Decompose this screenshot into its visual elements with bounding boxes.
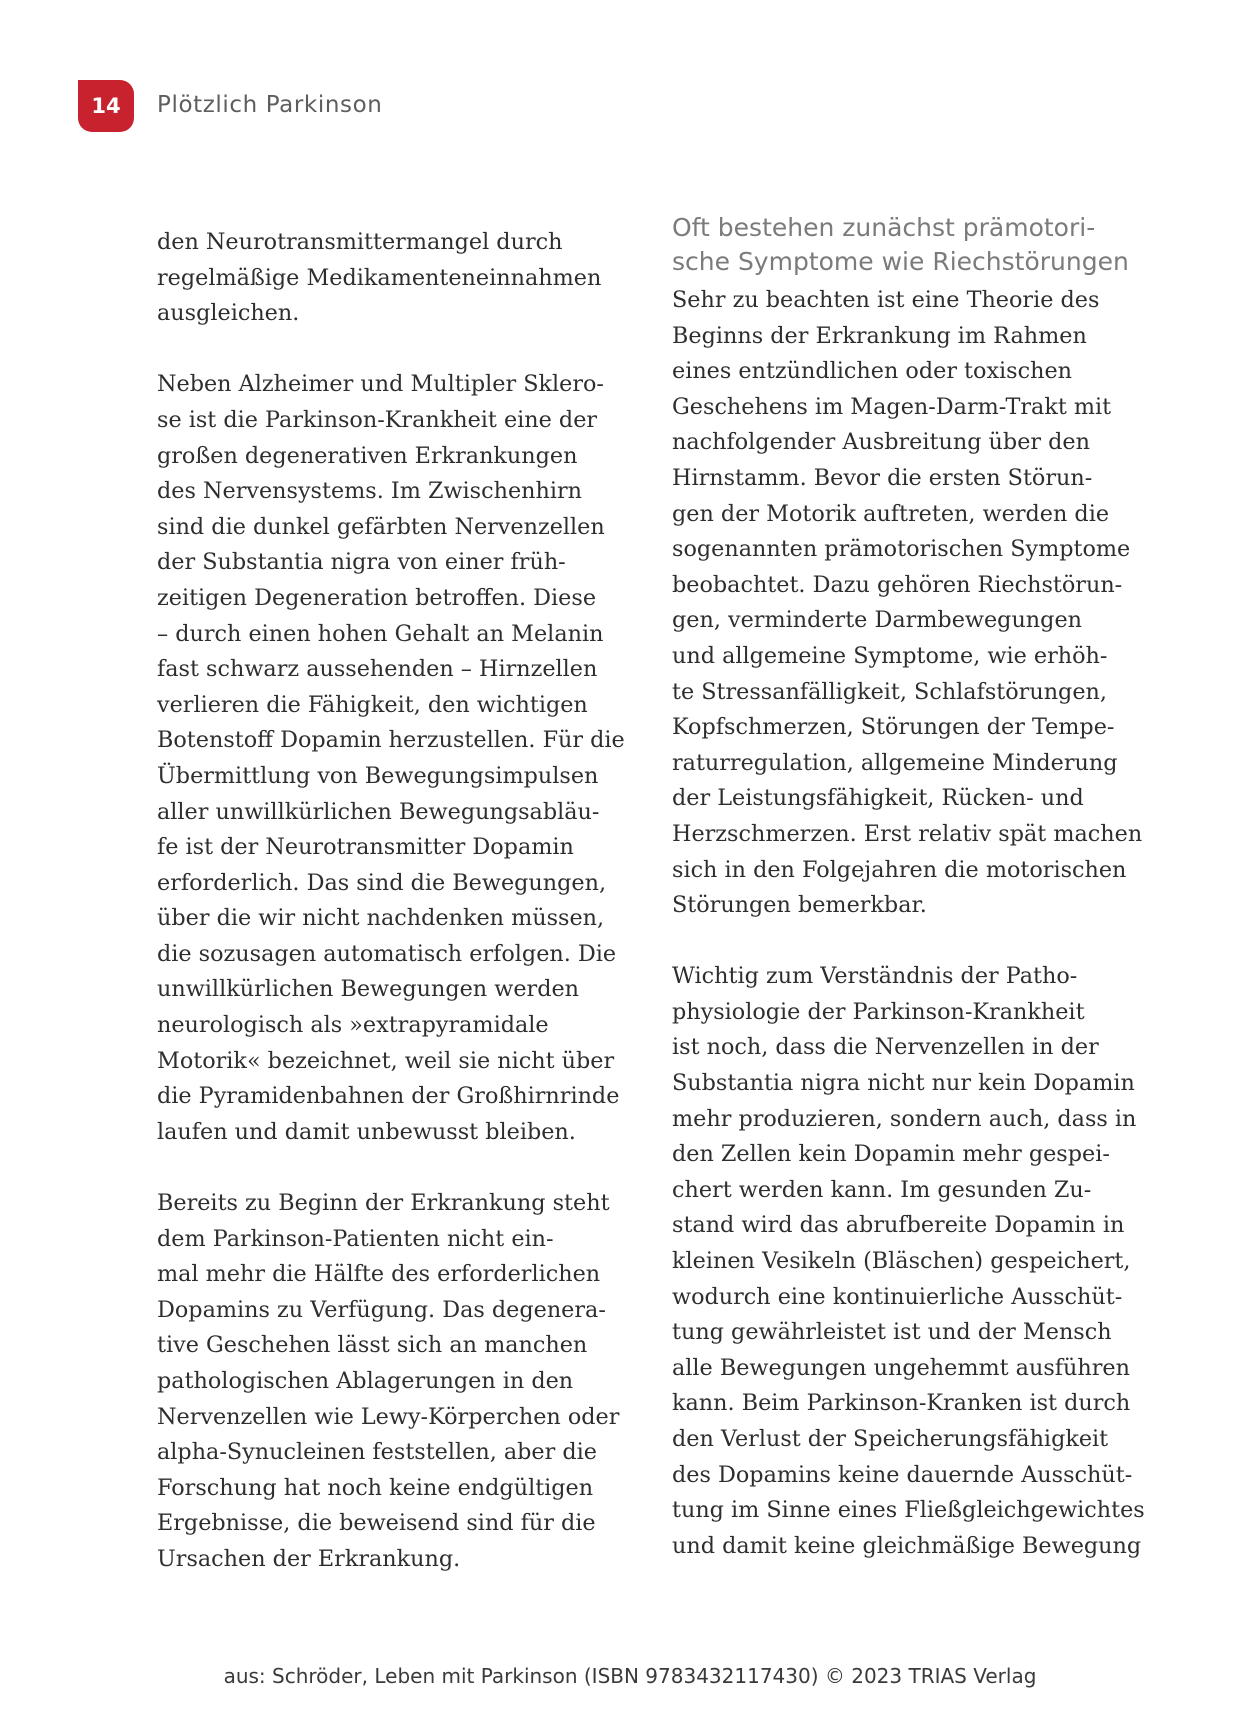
text-line: Bereits zu Beginn der Erkrankung steht (157, 1190, 610, 1217)
text-line: mal mehr die Hälfte des erforderlichen (157, 1261, 601, 1288)
text-line: physiologie der Parkinson-Krankheit (672, 998, 1085, 1025)
text-line: den Zellen kein Dopamin mehr gespei- (672, 1141, 1110, 1168)
text-line: Dopamins zu Verfügung. Das degenera- (157, 1296, 606, 1323)
text-line: – durch einen hohen Gehalt an Melanin (157, 620, 604, 647)
text-line: te Stressanfälligkeit, Schlafstörungen, (672, 678, 1107, 705)
text-line: nachfolgender Ausbreitung über den (672, 429, 1090, 456)
text-line: Substantia nigra nicht nur kein Dopamin (672, 1070, 1135, 1097)
text-line: kann. Beim Parkinson-Kranken ist durch (672, 1390, 1131, 1417)
text-line: zeitigen Degeneration betroffen. Diese (157, 584, 597, 611)
text-line: chert werden kann. Im gesunden Zu- (672, 1176, 1092, 1203)
text-line: kleinen Vesikeln (Bläschen) gespeichert, (672, 1248, 1131, 1275)
paragraph (157, 367, 627, 1150)
text-line: die Pyramidenbahnen der Großhirnrinde (157, 1083, 620, 1110)
text-line: den Verlust der Speicherungsfähigkeit (672, 1426, 1109, 1452)
text-line: laufen und damit unbewusst bleiben. (157, 1118, 576, 1145)
text-line: beobachtet. Dazu gehören Riechstörun- (672, 571, 1123, 598)
right-column (672, 213, 1145, 1564)
text-line: Kopfschmerzen, Störungen der Tempe- (672, 714, 1115, 741)
text-line: die sozusagen automatisch erfolgen. Die (157, 940, 617, 967)
text-line: se ist die Parkinson-Krankheit eine der (157, 406, 598, 433)
text-line: über die wir nicht nachdenken müssen, (157, 905, 605, 932)
text-line: ausgleichen. (157, 300, 300, 327)
text-line: großen degenerativen Erkrankungen (157, 442, 578, 469)
text-line: fast schwarz aussehenden – Hirnzellen (157, 656, 598, 683)
text-line: pathologischen Ablagerungen in den (157, 1368, 574, 1394)
text-line: stand wird das abrufbereite Dopamin in (672, 1212, 1125, 1239)
text-line: mehr produzieren, sondern auch, dass in (672, 1105, 1137, 1132)
text-line: regelmäßige Medikamenteneinnahmen (157, 264, 602, 291)
text-line: Ergebnisse, die beweisend sind für die (157, 1510, 596, 1537)
text-line: Störungen bemerkbar. (672, 892, 927, 919)
text-line: Übermittlung von Bewegungsimpulsen (157, 762, 599, 789)
page-number-badge: 14 (78, 80, 134, 132)
text-line: und damit keine gleichmäßige Bewegung (672, 1532, 1142, 1559)
text-line: Motorik« bezeichnet, weil sie nicht über (157, 1047, 615, 1074)
text-line: erforderlich. Das sind die Bewegungen, (157, 869, 607, 896)
text-line: sich in den Folgejahren die motorischen (672, 856, 1127, 883)
paragraph (157, 1186, 627, 1578)
text-line: verlieren die Fähigkeit, den wichtigen (157, 691, 588, 718)
text-line: tung im Sinne eines Fließgleichgewichtes (672, 1497, 1145, 1524)
text-line: der Leistungsfähigkeit, Rücken- und (672, 785, 1084, 812)
text-line: sche Symptome wie Riechstörungen (672, 247, 1129, 276)
text-line: Herzschmerzen. Erst relativ spät machen (672, 820, 1143, 847)
text-line: ist noch, dass die Nervenzellen in der (672, 1034, 1099, 1061)
text-line: tung gewährleistet ist und der Mensch (672, 1319, 1112, 1346)
text-line: wodurch eine kontinuierliche Ausschüt- (672, 1283, 1123, 1310)
text-line: neurologisch als »extrapyramidale (157, 1012, 549, 1039)
running-title: Plötzlich Parkinson (157, 92, 383, 118)
text-line: raturregulation, allgemeine Minderung (672, 749, 1118, 776)
footer-citation: aus: Schröder, Leben mit Parkinson (ISBN 9783432117430) © 2023 TRIAS Verlag (223, 1664, 1037, 1688)
text-line: aller unwillkürlichen Bewegungsabläu- (157, 798, 600, 825)
text-line: Hirnstamm. Bevor die ersten Störun- (672, 464, 1093, 491)
text-line: unwillkürlichen Bewegungen werden (157, 976, 580, 1003)
section-heading (672, 211, 1142, 279)
text-line: Ursachen der Erkrankung. (157, 1545, 461, 1572)
text-line: Nervenzellen wie Lewy-Körperchen oder (157, 1403, 620, 1430)
text-line: Oft bestehen zunächst prämotori- (672, 213, 1096, 242)
text-line: Botenstoff Dopamin herzustellen. Für die (157, 727, 625, 754)
left-column (157, 225, 627, 1578)
text-line: fe ist der Neurotransmitter Dopamin (157, 834, 574, 861)
paragraph (672, 959, 1145, 1564)
text-line: gen, verminderte Darmbewegungen (672, 607, 1082, 634)
text-line: dem Parkinson-Patienten nicht ein- (157, 1225, 554, 1252)
text-line: des Dopamins keine dauernde Ausschüt- (672, 1461, 1133, 1488)
paragraph (672, 283, 1142, 924)
text-line: sind die dunkel gefärbten Nervenzellen (157, 513, 605, 540)
text-line: Beginns der Erkrankung im Rahmen (672, 322, 1087, 349)
text-line: Forschung hat noch keine endgültigen (157, 1474, 594, 1501)
text-line: Neben Alzheimer und Multipler Sklero- (157, 371, 604, 398)
text-line: alpha-Synucleinen feststellen, aber die (157, 1439, 597, 1466)
paragraph (157, 225, 627, 332)
text-line: alle Bewegungen ungehemmt ausführen (672, 1354, 1130, 1381)
text-line: eines entzündlichen oder toxischen (672, 358, 1072, 385)
text-line: und allgemeine Symptome, wie erhöh- (672, 642, 1108, 669)
text-line: Wichtig zum Verständnis der Patho- (672, 963, 1078, 990)
text-line: tive Geschehen lässt sich an manchen (157, 1332, 588, 1359)
text-line: der Substantia nigra von einer früh- (157, 549, 566, 576)
text-line: den Neurotransmittermangel durch (157, 229, 563, 255)
text-line: des Nervensystems. Im Zwischenhirn (157, 478, 583, 505)
text-line: Geschehens im Magen-Darm-Trakt mit (672, 393, 1112, 420)
text-line: Sehr zu beachten ist eine Theorie des (672, 287, 1100, 313)
text-line: gen der Motorik auftreten, werden die (672, 500, 1110, 527)
text-line: sogenannten prämotorischen Symptome (672, 536, 1131, 563)
